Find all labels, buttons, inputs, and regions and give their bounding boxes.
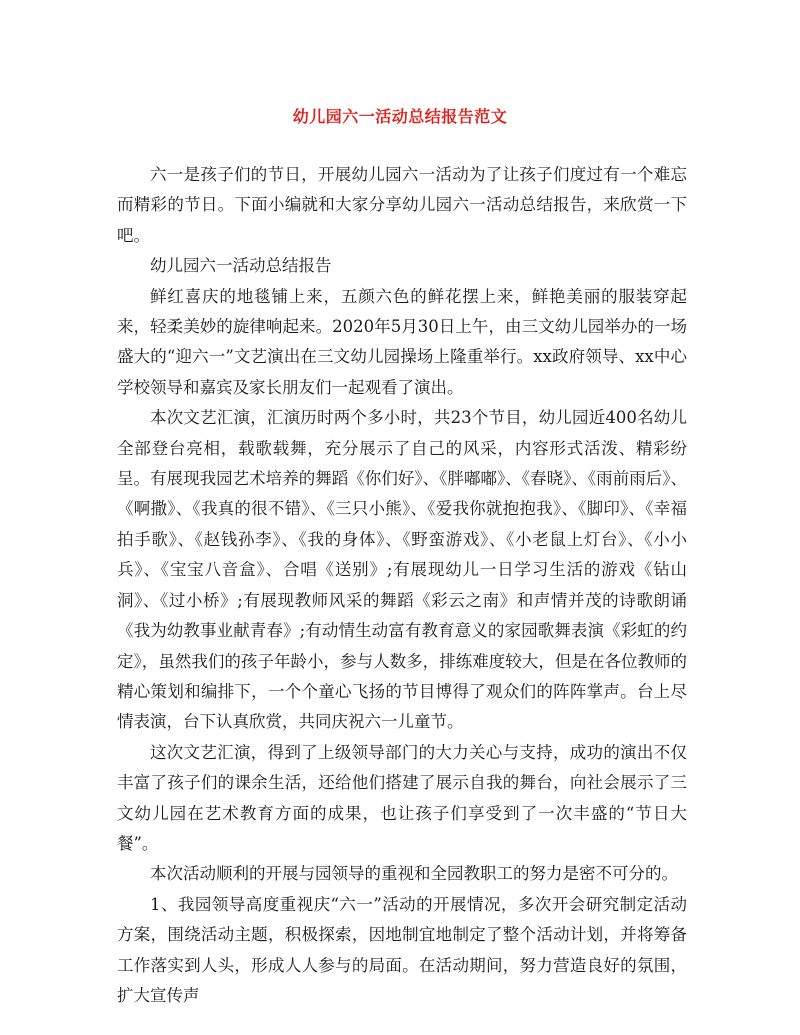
paragraph-performance: 本次文艺汇演，汇演历时两个多小时，共23个节目，幼儿园近400名幼儿全部登台亮相，载歌载舞，充分展示了自己的风采，内容形式活泼、精彩纷呈。有展现我园艺术培养的舞蹈《你们好》、《胖嘟嘟》、《春晓》、《雨前雨后》、《啊撒》、《我真的很不错》、《三只小熊》、《爱我你就抱抱我》、《脚印》、《幸福拍手歌》、《赵钱孙李》、《我的身体》、《野蛮游戏》、《小老鼠上灯台》、《小小兵》、《宝宝八音盒》、合唱《送别》;有展现幼儿一日学习生活的游戏《钻山洞》、《过小桥》;有展现教师风采的舞蹈《彩云之南》和声情并茂的诗歌朗诵《我为幼教事业献青春》;有动情生动富有教育意义的家园歌舞表演《彩虹的约定》，虽然我们的孩子年龄小，参与人数多，排练难度较大，但是在各位教师的精心策划和编排下，一个个童心飞扬的节目博得了观众们的阵阵掌声。台上尽情表演，台下认真欣赏，共同庆祝六一儿童节。 xyxy=(117,408,687,732)
paragraph-summary: 本次活动顺利的开展与园领导的重视和全园教职工的努力是密不可分的。 xyxy=(150,864,678,884)
paragraph-item-1: 1、我园领导高度重视庆“六一”活动的开展情况，多次开会研究制定活动方案，围绕活动主题，积极探索，因地制宜地制定了整个活动计划，并将筹备工作落实到人头，形成人人参与的局面。在活动期间，努力营造良好的氛围，扩大宣传声 xyxy=(117,894,687,1005)
document-body xyxy=(117,160,687,1011)
paragraph-opening: 鲜红喜庆的地毯铺上来，五颜六色的鲜花摆上来，鲜艳美丽的服装穿起来，轻柔美妙的旋律响起来。2020年5月30日上午，由三文幼儿园举办的一场盛大的“迎六一”文艺演出在三文幼儿园操场上隆重举行。xx政府领导、xx中心学校领导和嘉宾及家长朋友们一起观看了演出。 xyxy=(117,286,687,397)
paragraph-intro: 六一是孩子们的节日，开展幼儿园六一活动为了让孩子们度过有一个难忘而精彩的节日。下面小编就和大家分享幼儿园六一活动总结报告，来欣赏一下吧。 xyxy=(117,165,687,245)
paragraph-subtitle: 幼儿园六一活动总结报告 xyxy=(150,256,332,276)
paragraph-support: 这次文艺汇演，得到了上级领导部门的大力关心与支持，成功的演出不仅丰富了孩子们的课余生活，还给他们搭建了展示自我的舞台，向社会展示了三文幼儿园在艺术教育方面的成果，也让孩子们享受到了一次丰盛的“节日大餐”。 xyxy=(117,742,687,853)
document-title: 幼儿园六一活动总结报告范文 xyxy=(292,107,508,126)
